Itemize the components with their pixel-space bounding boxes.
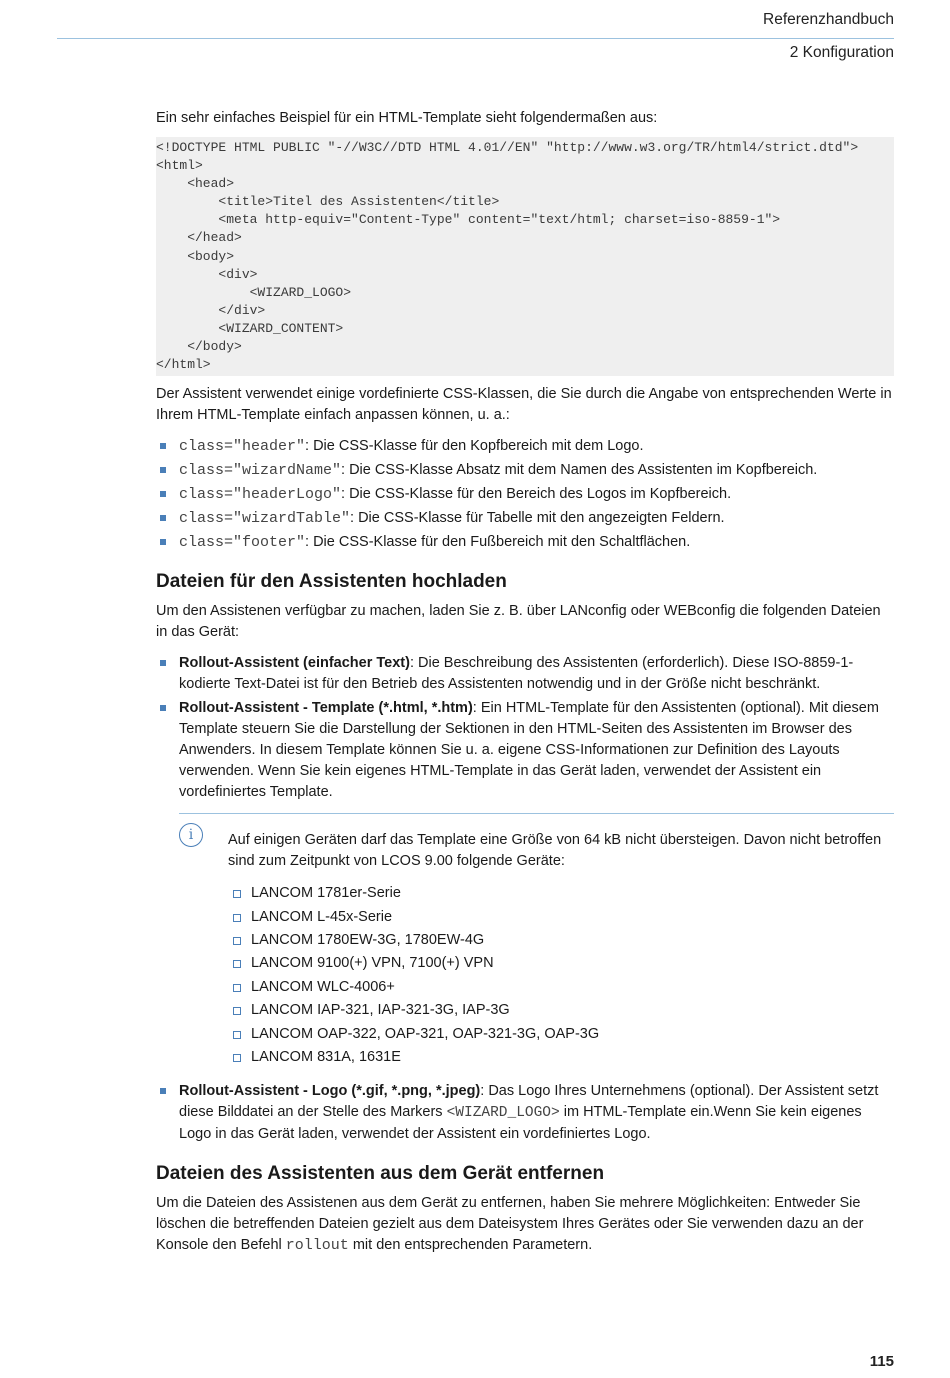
css-class-description: : Die CSS-Klasse für den Fußbereich mit den Schaltflächen. bbox=[305, 534, 691, 551]
code-line: <html> bbox=[156, 158, 203, 174]
list-item bbox=[228, 882, 894, 905]
list-item bbox=[228, 1046, 894, 1069]
running-header-chapter: 2 Konfiguration bbox=[789, 44, 894, 61]
page-content bbox=[156, 108, 894, 1256]
item-text: : Die Beschreibung des Assistenten (erforderlich). Diese ISO-8859-1-kodierte Text-Datei ist für den Betrieb des Assistenten notwendig und in der Größe nicht beschränkt. bbox=[179, 655, 854, 693]
code-line: </body> bbox=[156, 339, 242, 355]
bullet-square-icon bbox=[160, 1088, 166, 1094]
bullet-square-icon bbox=[160, 443, 166, 449]
css-class-code: class="header" bbox=[179, 438, 306, 456]
list-item bbox=[156, 532, 894, 553]
code-line: <head> bbox=[156, 176, 235, 192]
bullet-outline-square-icon bbox=[233, 1031, 241, 1039]
code-line: <meta http-equiv="Content-Type" content="text/html; charset=iso-8859-1"> bbox=[156, 212, 781, 228]
device-name: LANCOM 831A, 1631E bbox=[251, 1049, 401, 1066]
css-class-description: : Die CSS-Klasse für den Bereich des Logos im Kopfbereich. bbox=[341, 486, 732, 503]
upload-file-list bbox=[156, 653, 894, 803]
item-text: : Das Logo Ihres Unternehmens (optional). Der Assistent setzt diese Bilddatei an der Stelle des Markers bbox=[179, 1083, 879, 1121]
intro-paragraph: Ein sehr einfaches Beispiel für ein HTML-Template sieht folgendermaßen aus: bbox=[156, 110, 658, 126]
bullet-square-icon bbox=[160, 467, 166, 473]
list-item bbox=[228, 1023, 894, 1046]
command-code: rollout bbox=[285, 1237, 349, 1255]
device-name: LANCOM 1781er-Serie bbox=[251, 885, 401, 902]
list-item bbox=[156, 508, 894, 529]
device-name: LANCOM IAP-321, IAP-321-3G, IAP-3G bbox=[251, 1002, 510, 1019]
info-icon: i bbox=[179, 823, 203, 847]
list-item bbox=[228, 929, 894, 952]
css-class-code: class="footer" bbox=[179, 534, 306, 552]
remove-paragraph bbox=[156, 1193, 894, 1256]
list-item bbox=[228, 952, 894, 975]
css-class-code: class="wizardTable" bbox=[179, 510, 351, 528]
list-item bbox=[156, 698, 894, 803]
note-text: Auf einigen Geräten darf das Template eine Größe von 64 kB nicht übersteigen. Davon nicht betroffen sind zum Zeitpunkt von LCOS 9.00 folgende Geräte: bbox=[228, 832, 882, 870]
running-header-title: Referenzhandbuch bbox=[763, 11, 894, 28]
bullet-outline-square-icon bbox=[233, 960, 241, 968]
header-divider bbox=[57, 38, 894, 39]
code-line: <!DOCTYPE HTML PUBLIC "-//W3C//DTD HTML 4.01//EN" "http://www.w3.org/TR/html4/strict.dtd"> bbox=[156, 140, 859, 155]
code-line: <div> bbox=[156, 266, 258, 282]
item-title: Rollout-Assistent - Template (*.html, *.htm) bbox=[179, 700, 473, 717]
device-name: LANCOM 1780EW-3G, 1780EW-4G bbox=[251, 932, 485, 949]
bullet-square-icon bbox=[160, 491, 166, 497]
logo-file-list bbox=[156, 1081, 894, 1145]
section-heading-remove: Dateien des Assistenten aus dem Gerät entfernen bbox=[156, 1163, 605, 1185]
remove-text: mit den entsprechenden Parametern. bbox=[348, 1237, 593, 1254]
item-text: : Ein HTML-Template für den Assistenten (optional). Mit diesem Template steuern Sie die Darstellung der Sektionen in den HTML-Seiten des Assistenten im Browser des Anwenders. In diesem Template können Sie u. a. eigene CSS-Informationen zur Definition des Layouts verwenden. Wenn Sie kein eigenes HTML-Template in das Gerät laden, verwendet der Assistent ein vordefiniertes Template. bbox=[179, 700, 879, 801]
marker-code: <WIZARD_LOGO> bbox=[446, 1105, 560, 1122]
list-item bbox=[228, 999, 894, 1022]
code-line: <WIZARD_CONTENT> bbox=[156, 320, 344, 336]
bullet-outline-square-icon bbox=[233, 890, 241, 898]
bullet-outline-square-icon bbox=[233, 984, 241, 992]
item-title: Rollout-Assistent - Logo (*.gif, *.png, *.jpeg) bbox=[179, 1083, 481, 1100]
list-item bbox=[156, 1081, 894, 1145]
css-class-list bbox=[156, 436, 894, 553]
code-line: </head> bbox=[156, 230, 242, 246]
code-line: <title>Titel des Assistenten</title> bbox=[156, 194, 500, 210]
bullet-outline-square-icon bbox=[233, 937, 241, 945]
item-title: Rollout-Assistent (einfacher Text) bbox=[179, 655, 410, 672]
list-item bbox=[228, 976, 894, 999]
list-item bbox=[156, 436, 894, 457]
list-item bbox=[156, 460, 894, 481]
page-number: 115 bbox=[869, 1353, 894, 1370]
item-text: im HTML-Template ein.Wenn Sie kein eigenes Logo in das Gerät laden, verwendet der Assistent ein vordefiniertes Logo. bbox=[179, 1104, 862, 1143]
bullet-outline-square-icon bbox=[233, 914, 241, 922]
css-class-description: : Die CSS-Klasse Absatz mit dem Namen des Assistenten im Kopfbereich. bbox=[341, 462, 818, 479]
css-class-code: class="headerLogo" bbox=[179, 486, 342, 504]
css-class-description: : Die CSS-Klasse für den Kopfbereich mit dem Logo. bbox=[305, 438, 644, 455]
device-name: LANCOM WLC-4006+ bbox=[251, 978, 395, 995]
code-line: <body> bbox=[156, 248, 235, 264]
bullet-outline-square-icon bbox=[233, 1054, 241, 1062]
remove-text: Um die Dateien des Assistenen aus dem Gerät zu entfernen, haben Sie mehrere Möglichkeiten: Entweder Sie löschen die betreffenden Dateien gezielt aus dem Dateisystem Ihres Gerätes oder Sie verwenden dazu an der Konsole den Befehl bbox=[156, 1195, 864, 1254]
device-name: LANCOM OAP-322, OAP-321, OAP-321-3G, OAP-3G bbox=[251, 1025, 600, 1042]
css-class-description: : Die CSS-Klasse für Tabelle mit den angezeigten Feldern. bbox=[350, 510, 725, 527]
list-item bbox=[228, 906, 894, 929]
bullet-square-icon bbox=[160, 539, 166, 545]
bullet-square-icon bbox=[160, 660, 166, 666]
bullet-outline-square-icon bbox=[233, 1007, 241, 1015]
css-class-code: class="wizardName" bbox=[179, 462, 342, 480]
list-item bbox=[156, 484, 894, 505]
code-line: </div> bbox=[156, 302, 266, 318]
code-line: </html> bbox=[156, 357, 211, 373]
section-heading-upload: Dateien für den Assistenten hochladen bbox=[156, 571, 507, 593]
device-name: LANCOM L-45x-Serie bbox=[251, 908, 393, 925]
code-line: <WIZARD_LOGO> bbox=[156, 284, 352, 300]
device-name: LANCOM 9100(+) VPN, 7100(+) VPN bbox=[251, 955, 494, 972]
code-block bbox=[156, 137, 894, 376]
device-list bbox=[228, 882, 894, 1069]
info-note bbox=[179, 813, 894, 1069]
bullet-square-icon bbox=[160, 705, 166, 711]
bullet-square-icon bbox=[160, 515, 166, 521]
css-intro-paragraph: Der Assistent verwendet einige vordefinierte CSS-Klassen, die Sie durch die Angabe von entsprechenden Werte in Ihrem HTML-Template einfach anpassen können, u. a.: bbox=[156, 386, 892, 424]
upload-intro-paragraph: Um den Assistenen verfügbar zu machen, laden Sie z. B. über LANconfig oder WEBconfig die folgenden Dateien in das Gerät: bbox=[156, 603, 881, 641]
list-item bbox=[156, 653, 894, 695]
